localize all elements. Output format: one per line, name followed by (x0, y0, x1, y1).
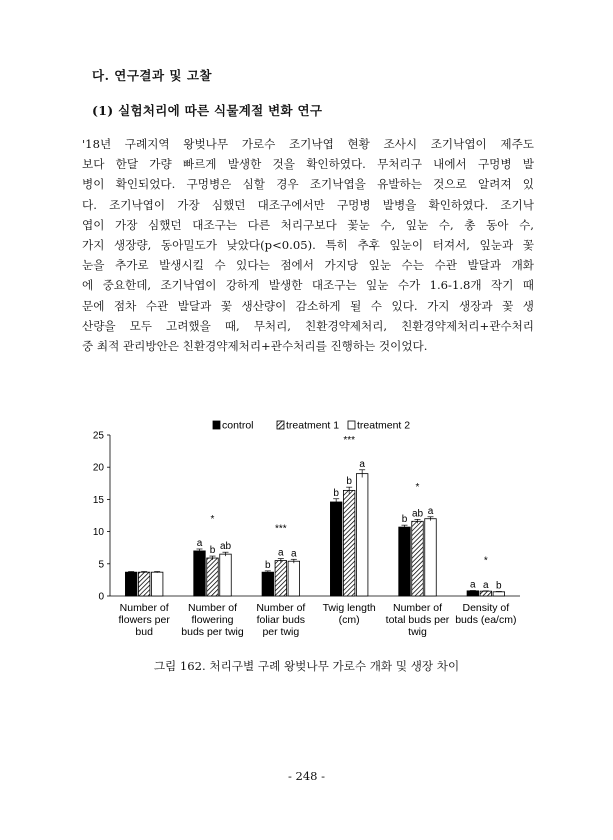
x-category-label: Number of (392, 602, 443, 614)
x-category-label: bud (135, 626, 153, 638)
y-tick-label: 25 (92, 430, 104, 442)
section-heading: 다. 연구결과 및 고찰 (92, 68, 213, 83)
significance-letter: b (333, 487, 339, 499)
x-category-label: Number of (256, 602, 306, 614)
y-tick-label: 5 (98, 559, 104, 571)
x-category-label: Number of (187, 602, 238, 614)
x-category-label: Number of (119, 602, 169, 614)
x-category-label: twig (408, 626, 427, 638)
x-category-label: per twig (262, 626, 300, 638)
x-category-label: Twig length (322, 602, 376, 614)
significance-letter: a (359, 458, 365, 470)
paragraph-line: 보다 한달 가량 빠르게 발생한 것을 확인하였다. 무처리구 내에서 구멍병 발 (82, 157, 534, 172)
paragraph-line: 눈을 추가로 발생시킬 수 있다는 점에서 가지당 잎눈 수는 수관 발달과 개화 (82, 258, 534, 273)
y-tick-label: 0 (98, 591, 104, 603)
paragraph-line: 산량을 모두 고려했을 때, 무처리, 친환경약제처리, 친환경약제처리+관수처리 (82, 318, 534, 333)
significance-letter: b (209, 545, 216, 557)
significance-marker: * (210, 513, 215, 525)
bar-control (467, 591, 479, 596)
significance-letter: b (265, 559, 271, 571)
bar-treatment-1 (275, 561, 287, 596)
significance-letter: ab (411, 508, 424, 520)
legend-label: control (222, 419, 254, 432)
legend-swatch (348, 421, 355, 429)
bar-treatment-2 (288, 561, 300, 596)
significance-marker: *** (274, 523, 287, 535)
bar-control (262, 572, 274, 596)
y-tick-label: 15 (92, 494, 104, 506)
paragraph-line: 문에 점차 수관 발달과 꽃 생산량이 감소하게 될 수 있다. 가지 생장과 꽃 생 (82, 298, 534, 313)
bar-treatment-1 (138, 572, 150, 596)
bar-treatment-1 (207, 558, 219, 596)
paragraph-line: 다. 조기낙엽이 가장 심했던 대조구에서만 구멍병 발병을 확인하였다. 조기낙 (82, 197, 534, 212)
bar-treatment-1 (343, 490, 355, 596)
x-category-label: foliar buds (256, 614, 306, 626)
significance-letter: b (496, 580, 502, 592)
significance-letter: a (427, 505, 434, 517)
legend-label: treatment 1 (286, 419, 340, 432)
significance-marker: * (483, 555, 488, 567)
legend-label: treatment 2 (357, 419, 411, 432)
x-category-label: total buds per (385, 614, 450, 626)
x-category-label: buds (ea/cm) (455, 614, 517, 626)
significance-marker: *** (343, 434, 356, 446)
significance-letter: a (196, 537, 203, 549)
bar-control (125, 572, 137, 596)
body-paragraph (82, 134, 534, 356)
figure-caption: 그림 162. 처리구별 구례 왕벚나무 가로수 개화 및 생장 차이 (153, 659, 460, 673)
bar-treatment-1 (480, 591, 492, 596)
bar-treatment-2 (220, 554, 232, 596)
paragraph-line: 가지 생장량, 동아밀도가 낮았다(p<0.05). 특히 추후 잎눈이 터져서, 잎눈과 꽃 (82, 237, 534, 252)
x-category-label: Density of (462, 602, 510, 614)
bar-control (399, 527, 411, 596)
bar-treatment-2 (425, 519, 437, 596)
bar-control (330, 502, 342, 596)
paragraph-line: 병이 확인되었다. 구멍병은 심할 경우 조기낙엽을 유발하는 것으로 알려져 있 (82, 177, 534, 192)
bar-treatment-2 (493, 592, 505, 596)
legend-swatch (213, 421, 220, 429)
significance-letter: a (470, 579, 476, 591)
paragraph-line: 엽이 가장 심했던 대조구는 다른 처리구보다 꽃눈 수, 잎눈 수, 총 동아 수, (82, 217, 534, 232)
significance-letter: a (483, 579, 489, 591)
x-category-label: flowering (191, 614, 234, 626)
significance-letter: b (346, 476, 352, 488)
paragraph-line: 중 최적 관리방안은 친환경약제처리+관수처리를 진행하는 것이었다. (82, 338, 428, 353)
significance-letter: ab (219, 541, 232, 553)
bar-treatment-1 (412, 521, 424, 596)
legend-swatch (277, 421, 284, 429)
bar-treatment-2 (356, 474, 368, 596)
page-number: - 248 - (287, 769, 326, 783)
significance-letter: a (278, 547, 284, 559)
paragraph-line: '18년 구례지역 왕벚나무 가로수 조기낙엽 현황 조사시 조기낙엽이 제주도 (82, 137, 534, 151)
significance-marker: * (415, 481, 420, 493)
bar-control (194, 551, 206, 596)
y-tick-label: 20 (92, 462, 104, 474)
subsection-heading: (1) 실험처리에 따른 식물계절 변화 연구 (92, 103, 323, 118)
x-category-label: flowers per (118, 614, 170, 626)
paragraph-line: 에 중요한데, 조기낙엽이 강하게 발생한 대조구는 잎눈 수가 1.6-1.8개 작기 때 (82, 278, 534, 293)
x-category-label: (cm) (338, 614, 360, 626)
y-tick-label: 10 (92, 527, 104, 539)
x-category-label: buds per twig (181, 626, 244, 638)
bar-chart (80, 416, 540, 646)
bar-treatment-2 (151, 572, 163, 596)
significance-letter: a (291, 548, 297, 560)
significance-letter: b (401, 514, 408, 526)
